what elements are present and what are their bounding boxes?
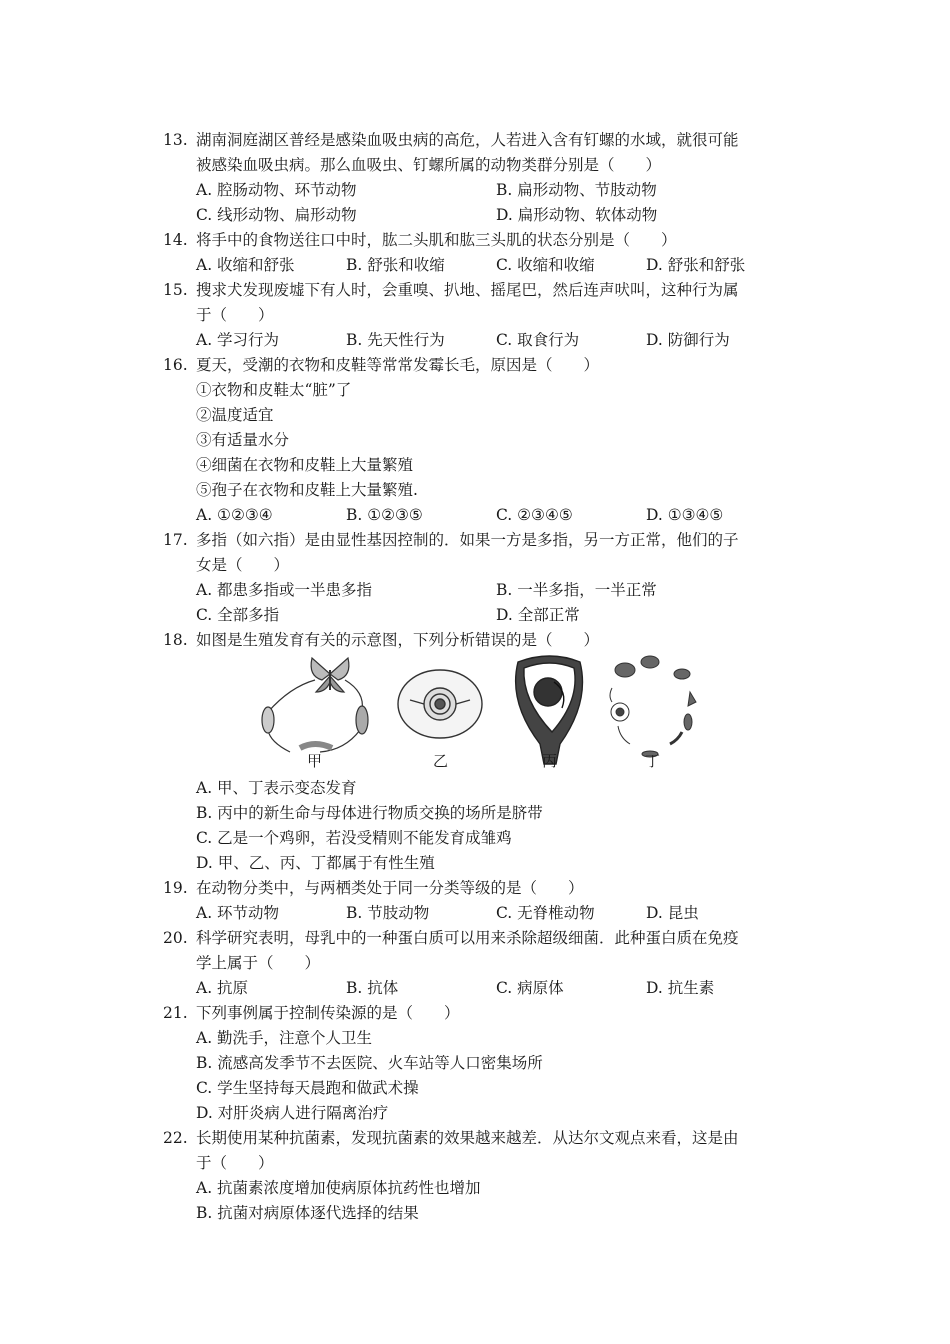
q20-option-d[interactable]: D. 抗生素 [646,979,715,997]
q22-number: 22. [163,1129,188,1147]
q20-option-b[interactable]: B. 抗体 [346,979,399,997]
q13-number: 13. [163,131,188,149]
q15-option-b[interactable]: B. 先天性行为 [346,331,445,349]
q13-option-b[interactable]: B. 扁形动物、节肢动物 [496,181,657,199]
q15-text-line2: 于（ ） [196,306,274,324]
q21-option-c[interactable]: C. 学生坚持每天晨跑和做武术操 [196,1079,419,1097]
q14-option-b[interactable]: B. 舒张和收缩 [346,256,445,274]
q14-number: 14. [163,231,188,249]
q13-text-line2: 被感染血吸虫病。那么血吸虫、钉螺所属的动物类群分别是（ ） [196,156,662,174]
q13-stem [163,128,803,153]
q19-text-line1: 在动物分类中，与两栖类处于同一分类等级的是（ ） [196,879,584,897]
q16-option-c[interactable]: C. ②③④⑤ [496,506,573,524]
q15-number: 15. [163,281,188,299]
q22-text-line2: 于（ ） [196,1154,274,1172]
q18-option-d[interactable]: D. 甲、乙、丙、丁都属于有性生殖 [196,854,435,872]
egg-illustration [398,670,482,738]
q18-number: 18. [163,631,188,649]
q17-option-b[interactable]: B. 一半多指，一半正常 [496,581,657,599]
frog-lifecycle-illustration [610,656,696,757]
q22-option-b[interactable]: B. 抗菌对病原体逐代选择的结果 [196,1204,419,1222]
q22-text-line1: 长期使用某种抗菌素，发现抗菌素的效果越来越差．从达尔文观点来看，这是由 [196,1129,739,1147]
q16-option-a[interactable]: A. ①②③④ [196,506,273,524]
q16-option-d[interactable]: D. ①③④⑤ [646,506,724,524]
q21-text-line1: 下列事例属于控制传染源的是（ ） [196,1004,460,1022]
q20-number: 20. [163,929,188,947]
figure-label-jia: 甲 [307,752,323,770]
figure-label-yi: 乙 [433,752,449,770]
q18-stem [163,628,803,653]
q15-option-d[interactable]: D. 防御行为 [646,331,730,349]
q14-option-a[interactable]: A. 收缩和舒张 [196,256,295,274]
figure-label-bing: 丙 [542,752,558,770]
q19-option-c[interactable]: C. 无脊椎动物 [496,904,595,922]
q21-option-a[interactable]: A. 勤洗手，注意个人卫生 [196,1029,373,1047]
q14-text-line1: 将手中的食物送往口中时，肱二头肌和肱三头肌的状态分别是（ ） [196,231,677,249]
q13-option-a[interactable]: A. 腔肠动物、环节动物 [196,181,357,199]
q16-text-line1: 夏天，受潮的衣物和皮鞋等常常发霉长毛，原因是（ ） [196,356,600,374]
q14-stem [163,228,803,253]
q19-number: 19. [163,879,188,897]
q16-option-b[interactable]: B. ①②③⑤ [346,506,423,524]
q18-option-b[interactable]: B. 丙中的新生命与母体进行物质交换的场所是脐带 [196,804,543,822]
q18-text-line1: 如图是生殖发育有关的示意图，下列分析错误的是（ ） [196,631,600,649]
q21-number: 21. [163,1004,188,1022]
q13-option-c[interactable]: C. 线形动物、扁形动物 [196,206,357,224]
q19-option-a[interactable]: A. 环节动物 [196,904,280,922]
q19-stem [163,876,803,901]
uterus-fetus-illustration [516,656,583,764]
q16-stem [163,353,803,378]
q20-text-line2: 学上属于（ ） [196,954,321,972]
q16-item-4: ④细菌在衣物和皮鞋上大量繁殖 [196,456,414,474]
q21-option-b[interactable]: B. 流感高发季节不去医院、火车站等人口密集场所 [196,1054,543,1072]
q16-number: 16. [163,356,188,374]
q14-option-d[interactable]: D. 舒张和舒张 [646,256,746,274]
q20-option-a[interactable]: A. 抗原 [196,979,249,997]
q17-option-a[interactable]: A. 都患多指或一半患多指 [196,581,373,599]
q22-stem [163,1126,803,1151]
q15-option-a[interactable]: A. 学习行为 [196,331,280,349]
q13-option-d[interactable]: D. 扁形动物、软体动物 [496,206,658,224]
q18-option-a[interactable]: A. 甲、丁表示变态发育 [196,779,357,797]
q21-stem [163,1001,803,1026]
q17-stem [163,528,803,553]
q17-text-line2: 女是（ ） [196,556,290,574]
q18-figure [250,652,710,772]
q20-stem [163,926,803,951]
figure-label-ding: 丁 [645,752,661,770]
q22-option-a[interactable]: A. 抗菌素浓度增加使病原体抗药性也增加 [196,1179,481,1197]
q15-stem [163,278,803,303]
q19-option-b[interactable]: B. 节肢动物 [346,904,430,922]
q16-item-5: ⑤孢子在衣物和皮鞋上大量繁殖. [196,481,418,499]
q17-number: 17. [163,531,188,549]
q14-option-c[interactable]: C. 收缩和收缩 [496,256,595,274]
q13-text-line1: 湖南洞庭湖区普经是感染血吸虫病的高危，人若进入含有钉螺的水域，就很可能 [196,131,739,149]
q16-item-1: ①衣物和皮鞋太“脏”了 [196,381,352,399]
q21-option-d[interactable]: D. 对肝炎病人进行隔离治疗 [196,1104,389,1122]
q15-text-line1: 搜求犬发现废墟下有人时，会重嗅、扒地、摇尾巴，然后连声吠叫，这种行为属 [196,281,739,299]
q15-option-c[interactable]: C. 取食行为 [496,331,580,349]
insect-lifecycle-illustration [262,658,368,752]
q19-option-d[interactable]: D. 昆虫 [646,904,699,922]
q17-option-c[interactable]: C. 全部多指 [196,606,280,624]
q16-item-2: ②温度适宜 [196,406,274,424]
q20-text-line1: 科学研究表明，母乳中的一种蛋白质可以用来杀除超级细菌．此种蛋白质在免疫 [196,929,739,947]
q20-option-c[interactable]: C. 病原体 [496,979,564,997]
q18-option-c[interactable]: C. 乙是一个鸡卵，若没受精则不能发育成雏鸡 [196,829,512,847]
q16-item-3: ③有适量水分 [196,431,290,449]
q17-option-d[interactable]: D. 全部正常 [496,606,580,624]
q17-text-line1: 多指（如六指）是由显性基因控制的．如果一方是多指，另一方正常，他们的子 [196,531,739,549]
